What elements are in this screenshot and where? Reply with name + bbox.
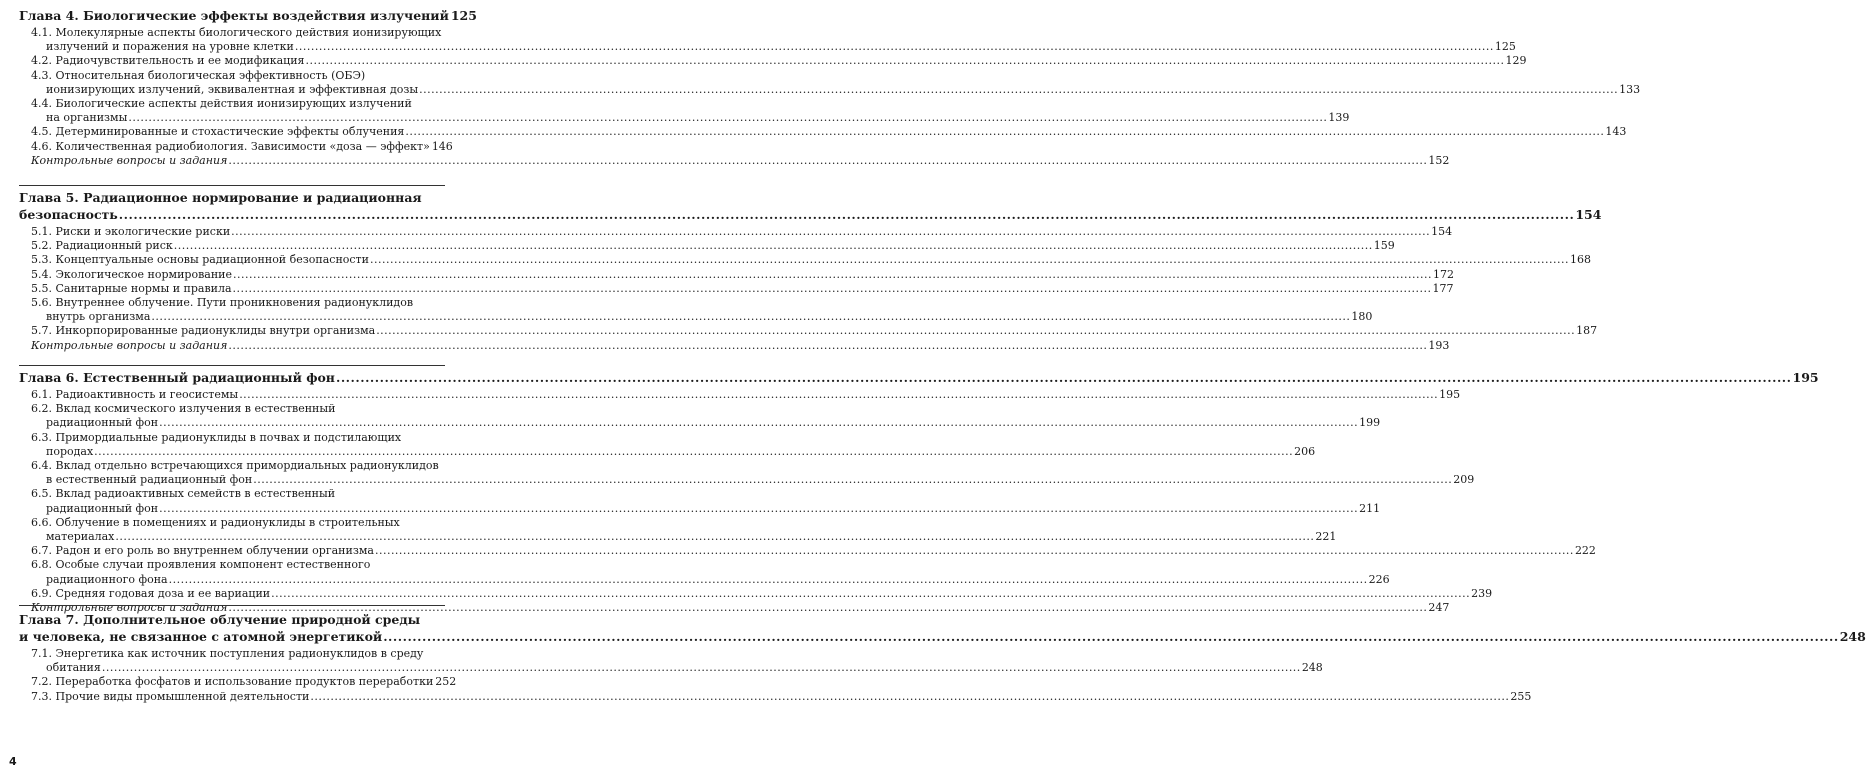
dot-leader: ............................................................................................................................................................................................................................................................................................................ [115,529,1315,543]
toc-entry[interactable] [31,515,1337,544]
page-ref: 252 [435,675,457,689]
page-ref: 133 [1619,82,1641,96]
entry-title: 7.1. Энергетика как источник поступления радионуклидов в среду [31,647,424,660]
entry-title: излучений и поражения на уровне клетки [46,40,294,54]
dot-leader: ............................................................................................................................................................................................................................................................................................................ [232,281,1432,295]
dot-leader: ............................................................................................................................................................................................................................................................................................................ [128,111,1328,125]
page-ref: 206 [1294,444,1316,458]
page-ref: 187 [1576,324,1598,338]
entry-title: на организмы [46,111,128,125]
entry-title: Глава 6. Естественный радиационный фон [19,370,335,385]
section-divider [19,185,445,186]
entry-title: Контрольные вопросы и задания [31,338,228,352]
page-ref: 125 [1494,40,1516,54]
dot-leader: ............................................................................................................................................................................................................................................................................................................ [271,586,1471,600]
dot-leader: ............................................................................................................................................................................................................................................................................................................ [228,153,1428,167]
toc-entry[interactable] [31,97,1350,125]
entry-title: 6.6. Облучение в помещениях и радионуклиды в строительных [31,515,400,529]
toc-entry[interactable] [31,253,1591,267]
entry-title: Контрольные вопросы и задания [31,601,228,614]
dot-leader: ............................................................................................................................................................................................................................................................................................................ [94,444,1294,458]
page-ref: 177 [1432,281,1454,295]
toc-entry[interactable] [31,26,1516,54]
page-ref: 221 [1315,529,1337,543]
chapter-heading[interactable] [19,370,1819,387]
toc-entry[interactable] [31,125,1627,139]
chapter-heading[interactable] [19,8,477,25]
dot-leader: ............................................................................................................................................................................................................................................................................................................ [419,82,1619,96]
page-ref: 146 [431,139,453,153]
page-ref: 211 [1359,501,1381,515]
dot-leader: ............................................................................................................................................................................................................................................................................................................ [151,310,1351,324]
entry-title: 4.1. Молекулярные аспекты биологического действия ионизирующих [31,26,442,39]
toc-entry[interactable] [31,459,1475,487]
entry-title: 6.9. Средняя годовая доза и ее вариации [31,586,271,600]
page-ref: 159 [1373,239,1395,253]
toc-entry[interactable] [31,487,1381,515]
entry-title: и человека, не связанное с атомной энергетикой [19,629,383,644]
page-ref: 154 [1575,207,1602,222]
entry-title: радиационного фона [46,572,168,586]
dot-leader: ............................................................................................................................................................................................................................................................................................................ [405,125,1605,139]
entry-title: 6.5. Вклад радиоактивных семейств в естественный [31,487,336,501]
entry-title: 4.2. Радиочувствительность и ее модификация [31,54,305,68]
dot-leader: ............................................................................................................................................................................................................................................................................................................ [101,661,1301,675]
entry-title: Контрольные вопросы и задания [31,153,228,167]
page-ref: 152 [1428,153,1450,167]
page-ref: 195 [1792,370,1819,385]
dot-leader: ............................................................................................................................................................................................................................................................................................................ [231,225,1431,238]
page-ref: 239 [1471,586,1493,600]
entry-title: 6.7. Радон и его роль во внутреннем облучении организма [31,544,374,558]
toc-entry[interactable] [31,558,1390,586]
dot-leader: ............................................................................................................................................................................................................................................................................................................ [310,689,1510,703]
entry-title: радиационный фон [46,501,159,515]
toc-entry[interactable] [31,267,1455,282]
dot-leader: ............................................................................................................................................................................................................................................................................................................ [369,253,1569,267]
dot-leader: ............................................................................................................................................................................................................................................................................................................ [228,338,1428,352]
entry-title: 4.3. Относительная биологическая эффективность (ОБЭ) [31,68,366,82]
toc-entry[interactable] [31,239,1395,253]
entry-title: породах [46,444,94,458]
page-ref: 129 [1505,54,1527,68]
entry-title: 4.6. Количественная радиобиология. Зависимости «доза — эффект» [31,139,430,153]
entry-title: 6.2. Вклад космического излучения в естественный [31,402,336,416]
entry-title: 5.2. Радиационный риск [31,239,173,253]
toc-entry[interactable] [31,388,1461,402]
page-ref: 247 [1428,601,1450,614]
chapter-heading[interactable] [19,612,1866,646]
page-ref: 222 [1574,544,1596,558]
entry-title: 4.4. Биологические аспекты действия ионизирующих излучений [31,97,412,110]
dot-leader: ............................................................................................................................................................................................................................................................................................................ [374,544,1574,558]
page-ref: 180 [1351,310,1373,324]
entry-title: Глава 4. Биологические эффекты воздействия излучений [19,8,449,23]
entry-title: 4.5. Детерминированные и стохастические эффекты облучения [31,125,405,139]
entry-title: 6.4. Вклад отдельно встречающихся примордиальных радионуклидов [31,459,439,472]
dot-leader: ............................................................................................................................................................................................................................................................................................................ [253,473,1453,487]
toc-entry[interactable] [31,544,1596,558]
toc-entry[interactable] [31,402,1381,430]
entry-title: 5.3. Концептуальные основы радиационной безопасности [31,253,369,267]
toc-entry[interactable] [31,689,1532,704]
page-number: 4 [9,755,17,768]
entry-title: радиационный фон [46,416,159,430]
page-ref: 168 [1569,253,1591,267]
toc-entry[interactable] [31,139,453,154]
page-ref: 195 [1439,388,1461,401]
page-ref: 209 [1453,473,1475,487]
entry-title: Глава 7. Дополнительное облучение природной среды [19,612,421,627]
dot-leader: ............................................................................................................................................................................................................................................................................................................ [233,267,1433,281]
page-ref: 199 [1359,416,1381,430]
page-ref: 125 [450,8,477,23]
page-ref: 193 [1428,338,1450,352]
dot-leader: ............................................................................................................................................................................................................................................................................................................ [173,239,1373,253]
toc-entry[interactable] [31,54,1527,68]
entry-title: 5.6. Внутреннее облучение. Пути проникновения радионуклидов [31,296,414,309]
entry-title: 5.4. Экологическое нормирование [31,267,233,281]
entry-title: 6.8. Особые случаи проявления компонент естественного [31,558,371,572]
review-questions-entry[interactable] [31,338,1450,353]
dot-leader: ............................................................................................................................................................................................................................................................................................................ [168,572,1368,586]
dot-leader: ............................................................................................................................................................................................................................................................................................................ [383,629,1839,644]
dot-leader: ............................................................................................................................................................................................................................................................................................................ [228,601,1428,614]
entry-title: в естественный радиационный фон [46,473,253,487]
review-questions-entry[interactable] [31,153,1450,168]
entry-title: 6.3. Примордиальные радионуклиды в почвах и подстилающих [31,430,402,444]
toc-entry[interactable] [31,647,1323,675]
toc-entry[interactable] [31,68,1641,97]
entry-title: обитания [46,661,101,675]
entry-title: материалах [46,529,115,543]
dot-leader: ............................................................................................................................................................................................................................................................................................................ [239,388,1439,401]
entry-title: безопасность [19,207,118,222]
dot-leader: ............................................................................................................................................................................................................................................................................................................ [376,324,1576,338]
dot-leader: ............................................................................................................................................................................................................................................................................................................ [294,40,1494,54]
entry-title: 5.1. Риски и экологические риски [31,225,231,238]
page-ref: 139 [1328,111,1350,125]
toc-entry[interactable] [31,281,1454,296]
toc-entry[interactable] [31,225,1453,239]
toc-entry[interactable] [31,296,1373,324]
dot-leader: ............................................................................................................................................................................................................................................................................................................ [335,370,1792,385]
toc-entry[interactable] [31,430,1316,459]
entry-title: Глава 5. Радиационное нормирование и радиационная [19,190,422,205]
section-divider [19,365,445,366]
section-divider [19,605,445,606]
page-ref: 226 [1368,572,1390,586]
dot-leader: ............................................................................................................................................................................................................................................................................................................ [159,501,1359,515]
entry-title: 7.3. Прочие виды промышленной деятельности [31,689,310,703]
page-ref: 255 [1510,689,1532,703]
entry-title: 7.2. Переработка фосфатов и использование продуктов переработки [31,675,434,689]
entry-title: внутрь организма [46,310,151,324]
entry-title: 6.1. Радиоактивность и геосистемы [31,388,239,401]
toc-entry[interactable] [31,324,1598,338]
page-ref: 143 [1605,125,1627,139]
toc-entry[interactable] [31,586,1493,601]
entry-title: ионизирующих излучений, эквивалентная и эффективная дозы [46,82,419,96]
dot-leader: ............................................................................................................................................................................................................................................................................................................ [305,54,1505,68]
page-ref: 172 [1433,267,1455,281]
toc-entry[interactable] [31,675,457,689]
chapter-heading[interactable] [19,190,1602,224]
page-ref: 248 [1301,661,1323,675]
page-ref: 154 [1431,225,1453,238]
page-ref: 248 [1839,629,1866,644]
entry-title: 5.5. Санитарные нормы и правила [31,281,232,295]
dot-leader: ............................................................................................................................................................................................................................................................................................................ [159,416,1359,430]
dot-leader: ............................................................................................................................................................................................................................................................................................................ [118,207,1575,222]
entry-title: 5.7. Инкорпорированные радионуклиды внутри организма [31,324,376,338]
